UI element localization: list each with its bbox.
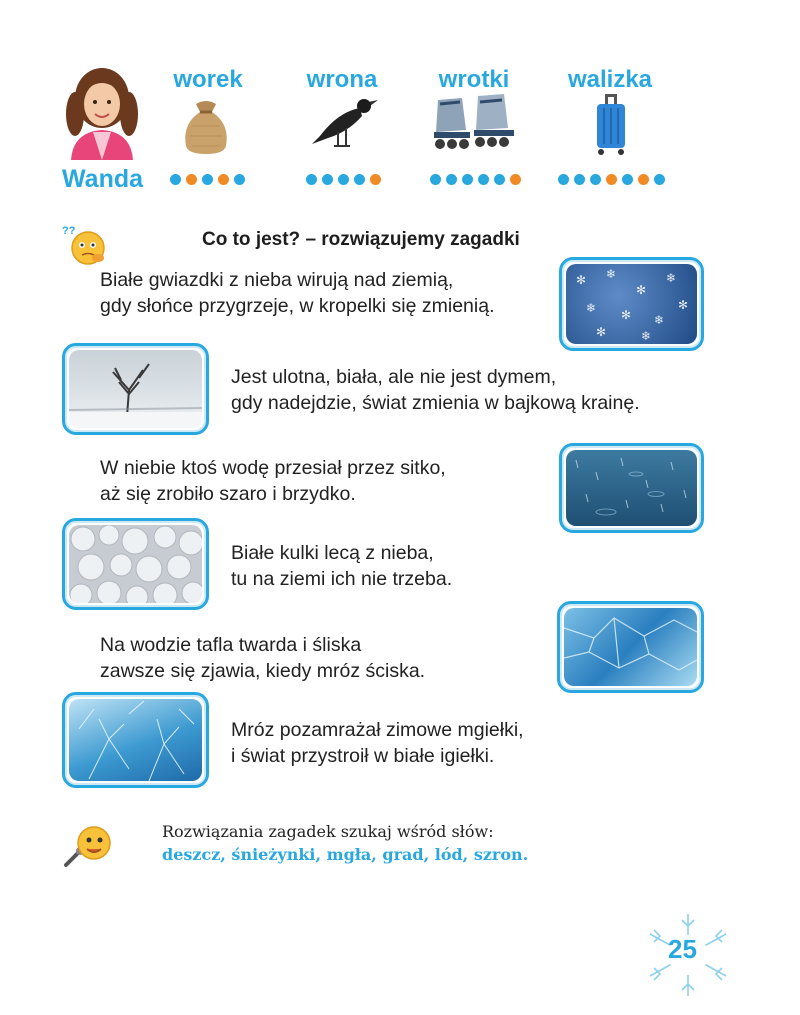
- fog-photo: [62, 343, 209, 435]
- letter-dot: [494, 174, 505, 185]
- letter-dot: [606, 174, 617, 185]
- word-walizka: walizka: [567, 66, 653, 93]
- riddle-4-line-2: tu na ziemi ich nie trzeba.: [231, 568, 453, 590]
- riddle-5-line-1: Na wodzie tafla twarda i śliska: [100, 634, 362, 656]
- letter-dot: [202, 174, 213, 185]
- letter-dot: [478, 174, 489, 185]
- sack-icon: [178, 96, 234, 156]
- riddle-5-text: [100, 632, 425, 684]
- letter-dot: [370, 174, 381, 185]
- dots-walizka: [558, 172, 670, 186]
- microphone-emoji-icon: [60, 823, 116, 869]
- riddle-1-text: [100, 267, 495, 319]
- letter-dot: [574, 174, 585, 185]
- riddle-4-line-1: Białe kulki lecą z nieba,: [231, 542, 434, 564]
- letter-dot: [510, 174, 521, 185]
- svg-text:❄: ❄: [586, 301, 597, 315]
- riddle-6-line-1: Mróz pozamrażał zimowe mgiełki,: [231, 719, 524, 741]
- riddle-2-line-2: gdy nadejdzie, świat zmienia w bajkową krainę.: [231, 392, 640, 414]
- hail-photo: [62, 518, 209, 610]
- svg-text:✻: ✻: [596, 325, 607, 339]
- riddle-1-line-1: Białe gwiazdki z nieba wirują nad ziemią,: [100, 269, 454, 291]
- answers-text: deszcz, śnieżynki, mgła, grad, lód, szron.: [162, 845, 529, 864]
- letter-dot: [218, 174, 229, 185]
- riddle-3-line-1: W niebie ktoś wodę przesiał przez sitko,: [100, 457, 446, 479]
- name-label: Wanda: [62, 165, 144, 193]
- riddle-2-line-1: Jest ulotna, biała, ale nie jest dymem,: [231, 366, 557, 388]
- svg-text:✻: ✻: [636, 283, 647, 297]
- dots-worek: [306, 172, 386, 186]
- riddle-3-line-2: aż się zrobiło szaro i brzydko.: [100, 483, 356, 505]
- suitcase-icon: [594, 92, 628, 156]
- svg-text:❄: ❄: [654, 313, 665, 327]
- svg-text:❄: ❄: [606, 267, 617, 281]
- letter-dot: [430, 174, 441, 185]
- word-wrona: wrona: [306, 66, 378, 93]
- rain-photo: [559, 443, 704, 533]
- svg-text:❄: ❄: [666, 271, 677, 285]
- ice-photo: [557, 601, 704, 693]
- letter-dot: [590, 174, 601, 185]
- dots-wrotki: [430, 172, 526, 186]
- snowflakes-photo: [559, 257, 704, 351]
- riddle-6-line-2: i świat przystroił w białe igiełki.: [231, 745, 495, 767]
- svg-text:✻: ✻: [576, 273, 587, 287]
- riddle-5-line-2: zawsze się zjawia, kiedy mróz ściska.: [100, 660, 426, 682]
- letter-dot: [446, 174, 457, 185]
- girl-avatar: [63, 62, 141, 160]
- riddle-4-text: [231, 540, 452, 592]
- letter-dot: [354, 174, 365, 185]
- section-title: Co to jest? – rozwiązujemy zagadki: [202, 229, 520, 250]
- word-worek: worek: [173, 66, 243, 93]
- svg-text:❄: ❄: [641, 329, 652, 343]
- crow-icon: [308, 92, 380, 156]
- riddle-1-line-2: gdy słońce przygrzeje, w kropelki się zmienią.: [100, 295, 495, 317]
- letter-dot: [338, 174, 349, 185]
- letter-dot: [638, 174, 649, 185]
- letter-dot: [622, 174, 633, 185]
- page-number: 25: [668, 934, 697, 964]
- hint-text: Rozwiązania zagadek szukaj wśród słów:: [162, 822, 494, 841]
- letter-dot: [170, 174, 181, 185]
- svg-text:??: ??: [62, 225, 76, 237]
- riddle-6-text: [231, 717, 524, 769]
- riddle-3-text: [100, 455, 446, 507]
- letter-dot: [306, 174, 317, 185]
- rollerskates-icon: [432, 90, 516, 156]
- svg-text:✻: ✻: [621, 308, 632, 322]
- svg-text:✻: ✻: [678, 298, 689, 312]
- letter-dot: [322, 174, 333, 185]
- letter-dot: [234, 174, 245, 185]
- letter-dot: [462, 174, 473, 185]
- word-wrotki: wrotki: [438, 66, 510, 93]
- thinking-emoji-icon: [60, 222, 112, 266]
- frost-photo: [62, 692, 209, 788]
- dots-name: [170, 172, 250, 186]
- letter-dot: [558, 174, 569, 185]
- letter-dot: [654, 174, 665, 185]
- letter-dot: [186, 174, 197, 185]
- riddle-2-text: [231, 364, 640, 416]
